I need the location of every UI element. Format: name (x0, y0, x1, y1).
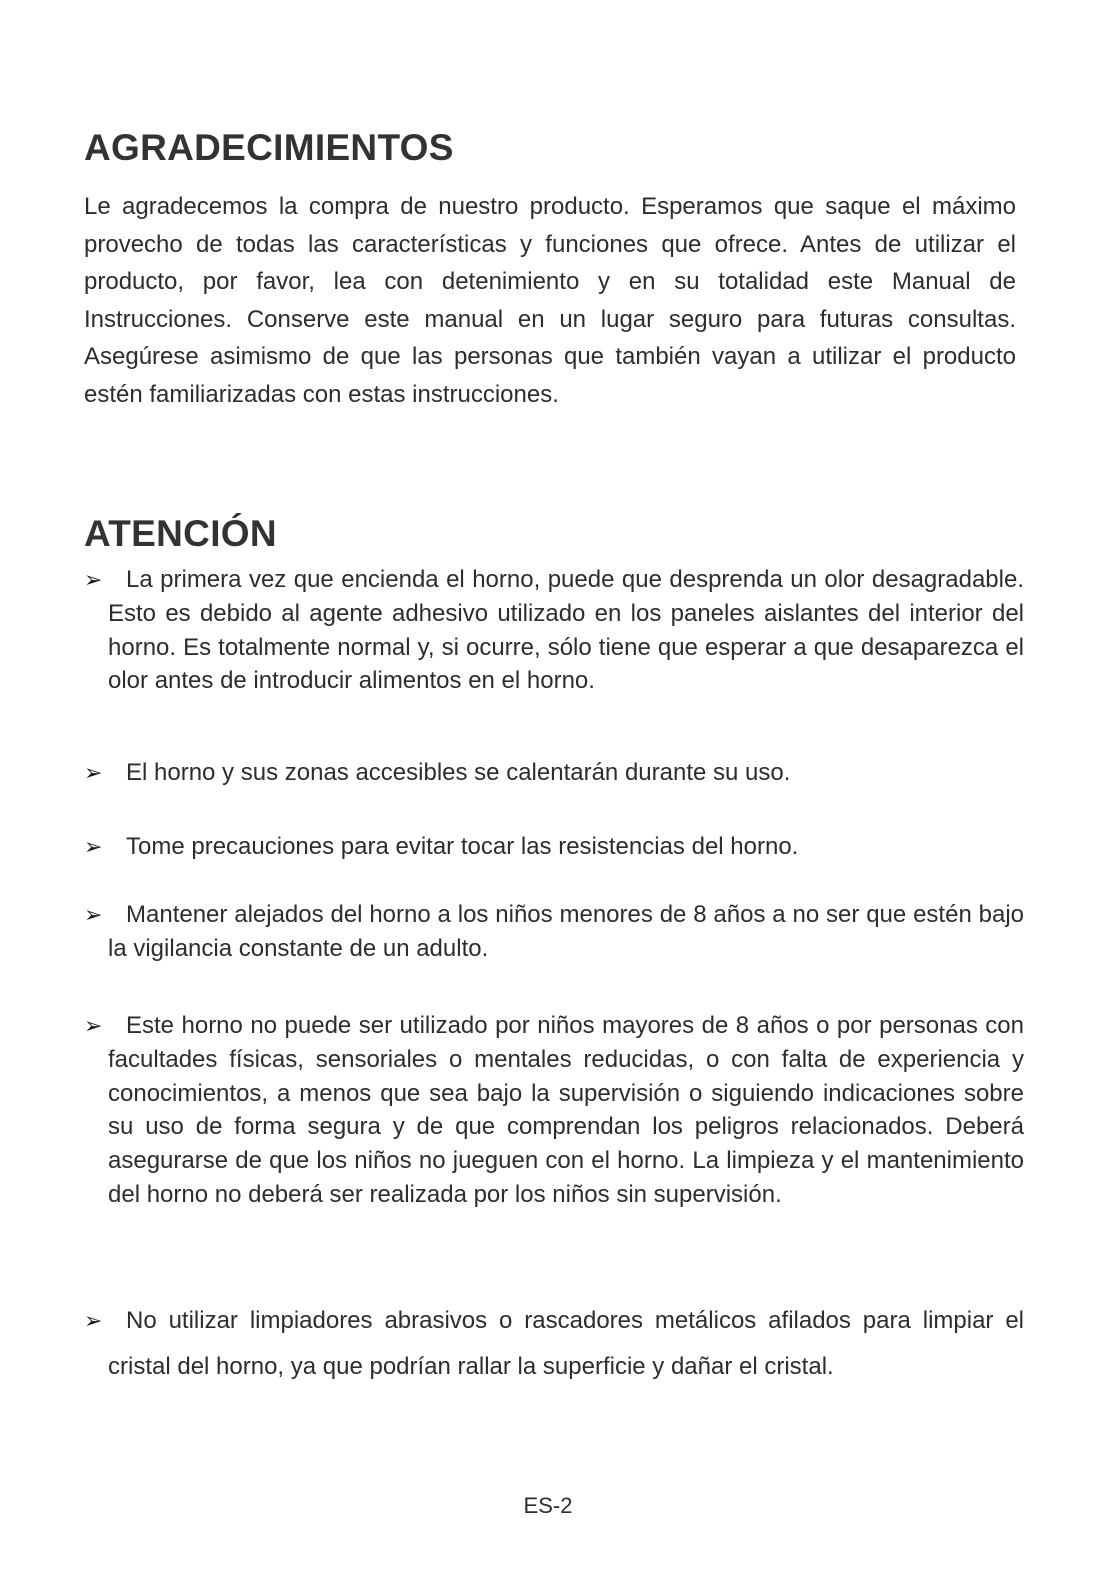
attention-list-item (84, 1298, 1024, 1390)
arrow-bullet-icon: ➢ (84, 834, 103, 859)
attention-list-item (84, 1009, 1024, 1212)
attention-list-item (84, 898, 1024, 966)
section-title-attention: ATENCIÓN (84, 513, 277, 554)
arrow-bullet-icon: ➢ (84, 760, 103, 785)
thanks-paragraph: Le agradecemos la compra de nuestro producto. Esperamos que saque el máximo provecho de todas las características y funciones que ofrece. Antes de utilizar el producto, por favor, lea con detenimiento y en su totalidad este Manual de Instrucciones. Conserve este manual en un lugar seguro para futuras consultas. Asegúrese asimismo de que las personas que también vayan a utilizar el producto estén familiarizadas con estas instrucciones. (84, 193, 1016, 408)
attention-list-item (84, 756, 1024, 790)
section-title-thanks: AGRADECIMIENTOS (84, 127, 454, 168)
page-number: ES-2 (523, 1493, 573, 1518)
attention-list-item (84, 830, 1024, 864)
bullet-text: Mantener alejados del horno a los niños menores de 8 años a no ser que estén bajo la vigilancia constante de un adulto. (108, 901, 1024, 962)
arrow-bullet-icon: ➢ (84, 1308, 103, 1333)
arrow-bullet-icon: ➢ (84, 567, 103, 592)
arrow-bullet-icon: ➢ (84, 902, 103, 927)
arrow-bullet-icon: ➢ (84, 1013, 103, 1038)
bullet-text: Este horno no puede ser utilizado por niños mayores de 8 años o por personas con facultades físicas, sensoriales o mentales reducidas, o con falta de experiencia y conocimientos, a menos que sea bajo la supervisión o siguiendo indicaciones sobre su uso de forma segura y de que comprendan los peligros relacionados. Deberá asegurarse de que los niños no jueguen con el horno. La limpieza y el mantenimiento del horno no deberá ser realizada por los niños sin supervisión. (108, 1012, 1024, 1208)
bullet-text: Tome precauciones para evitar tocar las resistencias del horno. (126, 833, 799, 860)
bullet-text: El horno y sus zonas accesibles se calentarán durante su uso. (126, 759, 791, 786)
bullet-text: No utilizar limpiadores abrasivos o rascadores metálicos afilados para limpiar el cristal del horno, ya que podrían rallar la superficie y dañar el cristal. (108, 1307, 1024, 1380)
attention-list-item (84, 563, 1024, 698)
bullet-text: La primera vez que encienda el horno, puede que desprenda un olor desagradable. Esto es debido al agente adhesivo utilizado en los paneles aislantes del interior del horno. Es totalmente normal y, si ocurre, sólo tiene que esperar a que desaparezca el olor antes de introducir alimentos en el horno. (108, 566, 1024, 695)
